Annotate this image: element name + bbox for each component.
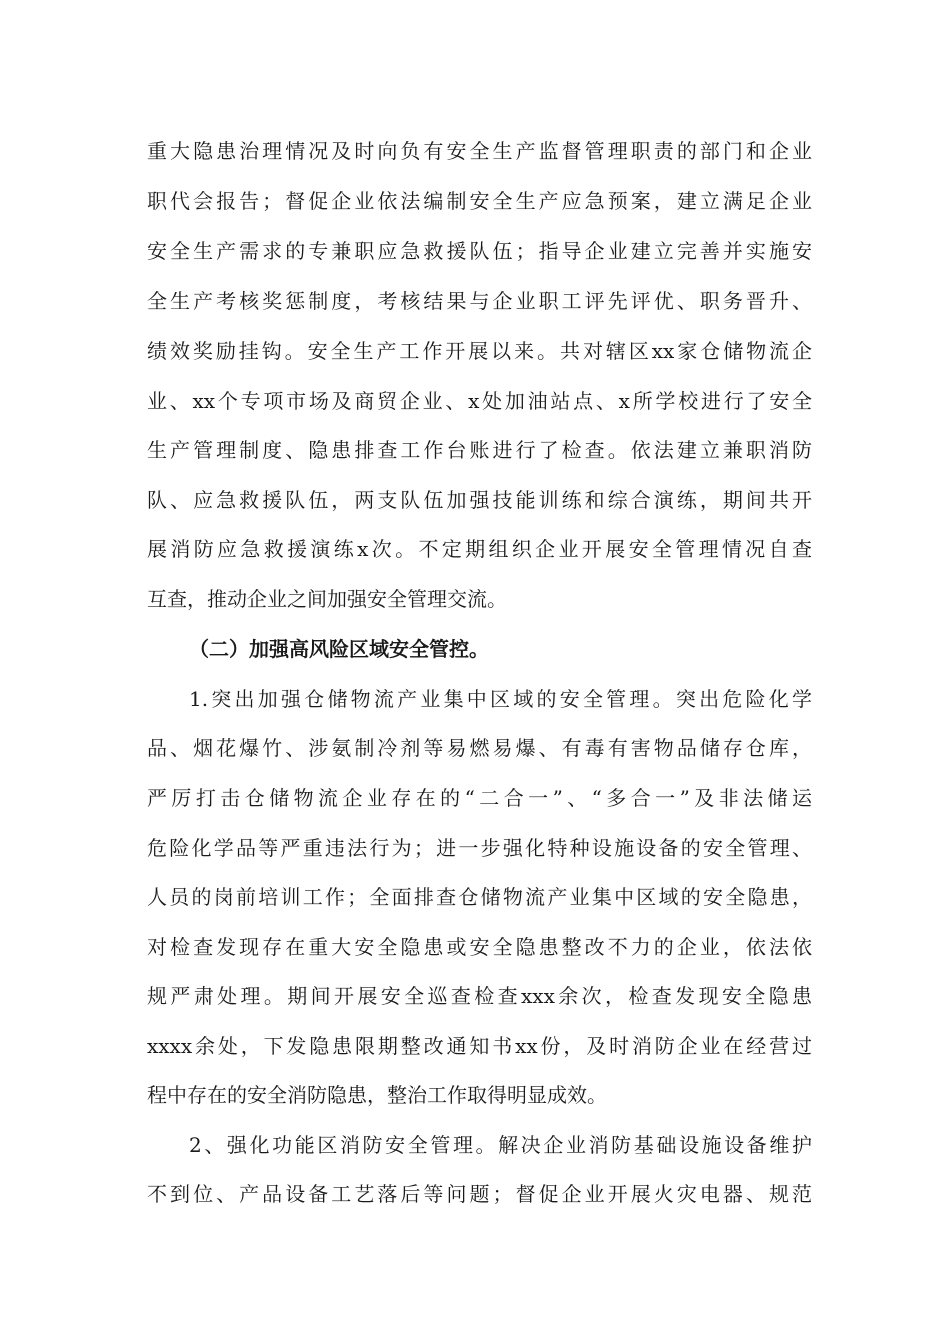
body-text-line: 不到位、产品设备工艺落后等问题；督促企业开展火灾电器、规范: [147, 1182, 812, 1206]
body-text-line: 严厉打击仓储物流企业存在的“二合一”、“多合一”及非法储运: [147, 786, 812, 810]
body-text-line: 互查，推动企业之间加强安全管理交流。: [147, 587, 507, 611]
body-text-line: 重大隐患治理情况及时向负有安全生产监督管理职责的部门和企业: [147, 139, 812, 163]
paragraph-first-line: 2、强化功能区消防安全管理。解决企业消防基础设施设备维护: [189, 1133, 812, 1157]
body-text-line: 对检查发现存在重大安全隐患或安全隐患整改不力的企业，依法依: [147, 935, 812, 959]
body-text-line: 危险化学品等严重违法行为；进一步强化特种设施设备的安全管理、: [147, 836, 812, 860]
body-text-line: 生产管理制度、隐患排查工作台账进行了检查。依法建立兼职消防: [147, 438, 812, 462]
section-heading: （二）加强高风险区域安全管控。: [189, 637, 489, 661]
body-text-line: 职代会报告；督促企业依法编制安全生产应急预案，建立满足企业: [147, 189, 812, 213]
body-text-line: 队、应急救援队伍，两支队伍加强技能训练和综合演练，期间共开: [147, 488, 812, 512]
body-text-line: 规严肃处理。期间开展安全巡查检查xxx余次，检查发现安全隐患: [147, 984, 812, 1008]
paragraph-first-line: 1.突出加强仓储物流产业集中区域的安全管理。突出危险化学: [189, 687, 812, 711]
body-text-line: 品、烟花爆竹、涉氨制冷剂等易燃易爆、有毒有害物品储存仓库，: [147, 736, 812, 760]
body-text-line: 人员的岗前培训工作；全面排查仓储物流产业集中区域的安全隐患，: [147, 885, 812, 909]
body-text-line: xxxx余处，下发隐患限期整改通知书xx份，及时消防企业在经营过: [147, 1034, 812, 1058]
body-text-line: 全生产考核奖惩制度，考核结果与企业职工评先评优、职务晋升、: [147, 289, 812, 313]
body-text-line: 程中存在的安全消防隐患，整治工作取得明显成效。: [147, 1083, 607, 1107]
body-text-line: 绩效奖励挂钩。安全生产工作开展以来。共对辖区xx家仓储物流企: [147, 339, 812, 363]
body-text-line: 展消防应急救援演练x次。不定期组织企业开展安全管理情况自查: [147, 537, 812, 561]
body-text-line: 安全生产需求的专兼职应急救援队伍；指导企业建立完善并实施安: [147, 239, 812, 263]
body-text-line: 业、xx个专项市场及商贸企业、x处加油站点、x所学校进行了安全: [147, 389, 812, 413]
